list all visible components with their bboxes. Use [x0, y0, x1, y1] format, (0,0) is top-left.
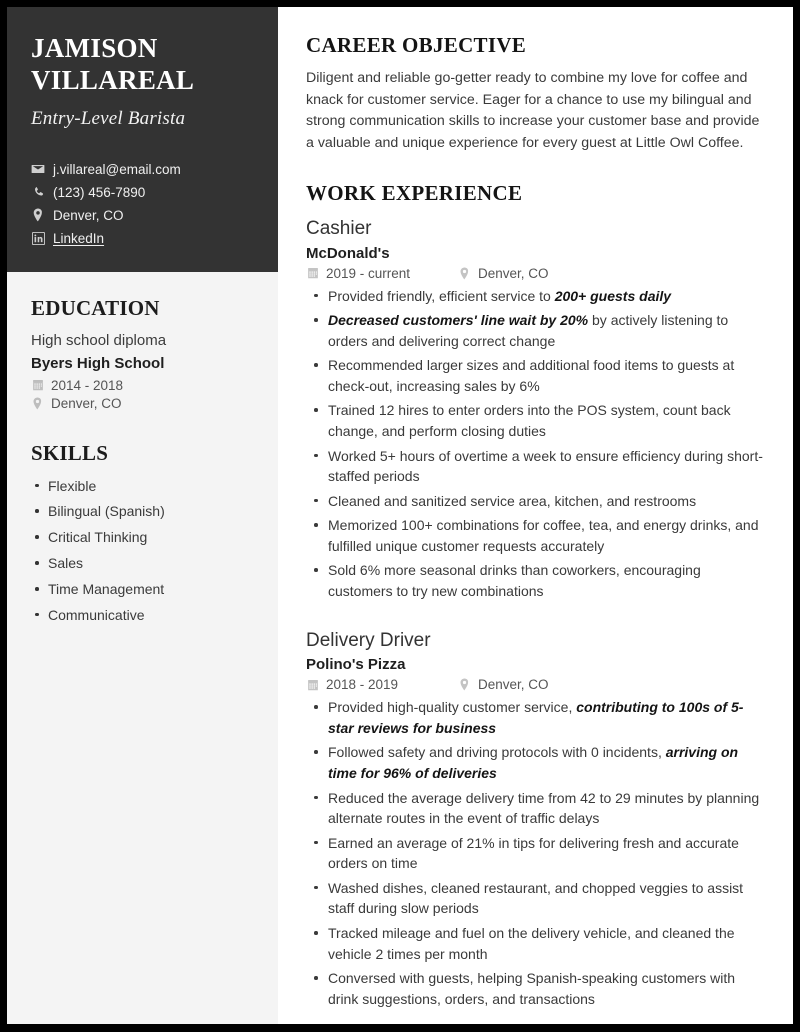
location-pin-icon — [458, 678, 471, 691]
job-bullet: Worked 5+ hours of overtime a week to ensure efficiency during short-staffed periods — [306, 446, 769, 487]
location-pin-icon — [458, 267, 471, 280]
job-location-text: Denver, CO — [478, 677, 549, 693]
job-bullet: Recommended larger sizes and additional food items to guests at check-out, increasing sales by 6% — [306, 355, 769, 396]
job-meta — [306, 677, 769, 692]
job-dates-text: 2018 - 2019 — [326, 677, 399, 693]
job-bullet-list — [306, 286, 769, 602]
contact-item-phone — [31, 181, 254, 204]
job-bullet: Earned an average of 21% in tips for delivering fresh and accurate orders on time — [306, 833, 769, 874]
education-dates-text: 2014 - 2018 — [51, 377, 124, 393]
sidebar-header — [7, 7, 278, 272]
job-bullet: Provided high-quality customer service, contributing to 100s of 5-star reviews for business — [306, 697, 769, 738]
job-role: Delivery Driver — [306, 629, 431, 651]
jobs-container — [306, 216, 769, 1009]
job-location — [458, 677, 549, 692]
job-entry — [306, 216, 769, 602]
job-bullet: Washed dishes, cleaned restaurant, and chopped veggies to assist staff during slow periods — [306, 878, 769, 919]
phone-icon — [31, 185, 45, 199]
education-location-text: Denver, CO — [51, 395, 122, 411]
education-dates — [31, 378, 254, 393]
career-objective-section — [306, 33, 769, 155]
career-objective-heading: CAREER OBJECTIVE — [306, 33, 527, 57]
calendar-icon — [306, 678, 319, 691]
skills-list — [31, 475, 254, 627]
job-bullet-list — [306, 697, 769, 1009]
envelope-icon — [31, 162, 45, 176]
job-bullet: Cleaned and sanitized service area, kitchen, and restrooms — [306, 491, 769, 512]
location-pin-icon — [31, 208, 45, 222]
skills-section — [31, 441, 254, 627]
skill-item: Sales — [31, 552, 254, 574]
skill-item: Communicative — [31, 604, 254, 626]
main-content — [278, 7, 793, 1024]
contact-linkedin-link[interactable]: LinkedIn — [53, 230, 105, 246]
job-bullet: Decreased customers' line wait by 20% by actively listening to orders and delivering correct change — [306, 310, 769, 351]
job-bullet: Memorized 100+ combinations for coffee, tea, and energy drinks, and fulfilled unique customer requests accurately — [306, 515, 769, 556]
skill-item: Flexible — [31, 475, 254, 497]
job-entry — [306, 628, 769, 1010]
work-experience-section — [306, 181, 769, 1009]
candidate-name — [31, 33, 254, 97]
candidate-first-name: JAMISON — [31, 33, 158, 63]
contact-item-email — [31, 158, 254, 181]
skill-item: Bilingual (Spanish) — [31, 500, 254, 522]
location-pin-icon — [31, 397, 44, 410]
job-bullet: Reduced the average delivery time from 42 to 29 minutes by planning alternate routes in the event of traffic delays — [306, 788, 769, 829]
education-location — [31, 396, 254, 411]
job-meta — [306, 266, 769, 281]
education-heading: EDUCATION — [31, 296, 160, 320]
job-bullet: Tracked mileage and fuel on the delivery vehicle, and cleaned the vehicle 2 times per month — [306, 923, 769, 964]
job-company: McDonald's — [306, 244, 390, 262]
job-role: Cashier — [306, 217, 372, 239]
job-bullet: Followed safety and driving protocols with 0 incidents, arriving on time for 96% of deliveries — [306, 742, 769, 783]
education-section — [31, 296, 254, 411]
job-dates — [306, 266, 458, 281]
education-school: Byers High School — [31, 354, 165, 372]
skill-item: Critical Thinking — [31, 526, 254, 548]
career-objective-text: Diligent and reliable go-getter ready to combine my love for coffee and knack for customer service. Eager for a chance to use my bilingual and strong communication skills to increase your customer base and provide a valuable and unique experience for every guest at Little Owl Coffee. — [306, 70, 760, 152]
contact-location-text: Denver, CO — [53, 207, 124, 223]
sidebar-body — [7, 272, 278, 1024]
job-spacer — [306, 608, 769, 628]
calendar-icon — [306, 267, 319, 280]
education-degree: High school diploma — [31, 332, 167, 349]
skill-item: Time Management — [31, 578, 254, 600]
job-company: Polino's Pizza — [306, 656, 406, 674]
contact-item-location — [31, 204, 254, 227]
work-experience-heading: WORK EXPERIENCE — [306, 180, 523, 205]
linkedin-icon — [31, 231, 45, 245]
calendar-icon — [31, 379, 44, 392]
job-bullet: Sold 6% more seasonal drinks than coworkers, encouraging customers to try new combinations — [306, 560, 769, 601]
job-bullet: Provided friendly, efficient service to 200+ guests daily — [306, 286, 769, 307]
skills-heading: SKILLS — [31, 440, 109, 465]
job-location-text: Denver, CO — [478, 265, 549, 281]
candidate-last-name: VILLAREAL — [31, 64, 195, 95]
resume-page — [7, 7, 793, 1024]
candidate-job-title: Entry-Level Barista — [31, 107, 186, 129]
job-location — [458, 266, 549, 281]
job-bullet: Trained 12 hires to enter orders into the POS system, count back change, and perform closing duties — [306, 400, 769, 441]
section-spacer — [306, 155, 769, 181]
job-dates — [306, 677, 458, 692]
sidebar — [7, 7, 278, 1024]
contact-email-text: j.villareal@email.com — [53, 161, 181, 177]
job-dates-text: 2019 - current — [326, 265, 411, 281]
contact-item-linkedin[interactable] — [31, 227, 254, 250]
contact-list — [31, 158, 254, 250]
job-bullet: Conversed with guests, helping Spanish-speaking customers with drink suggestions, orders, and transactions — [306, 968, 769, 1009]
contact-phone-text: (123) 456-7890 — [53, 184, 146, 200]
